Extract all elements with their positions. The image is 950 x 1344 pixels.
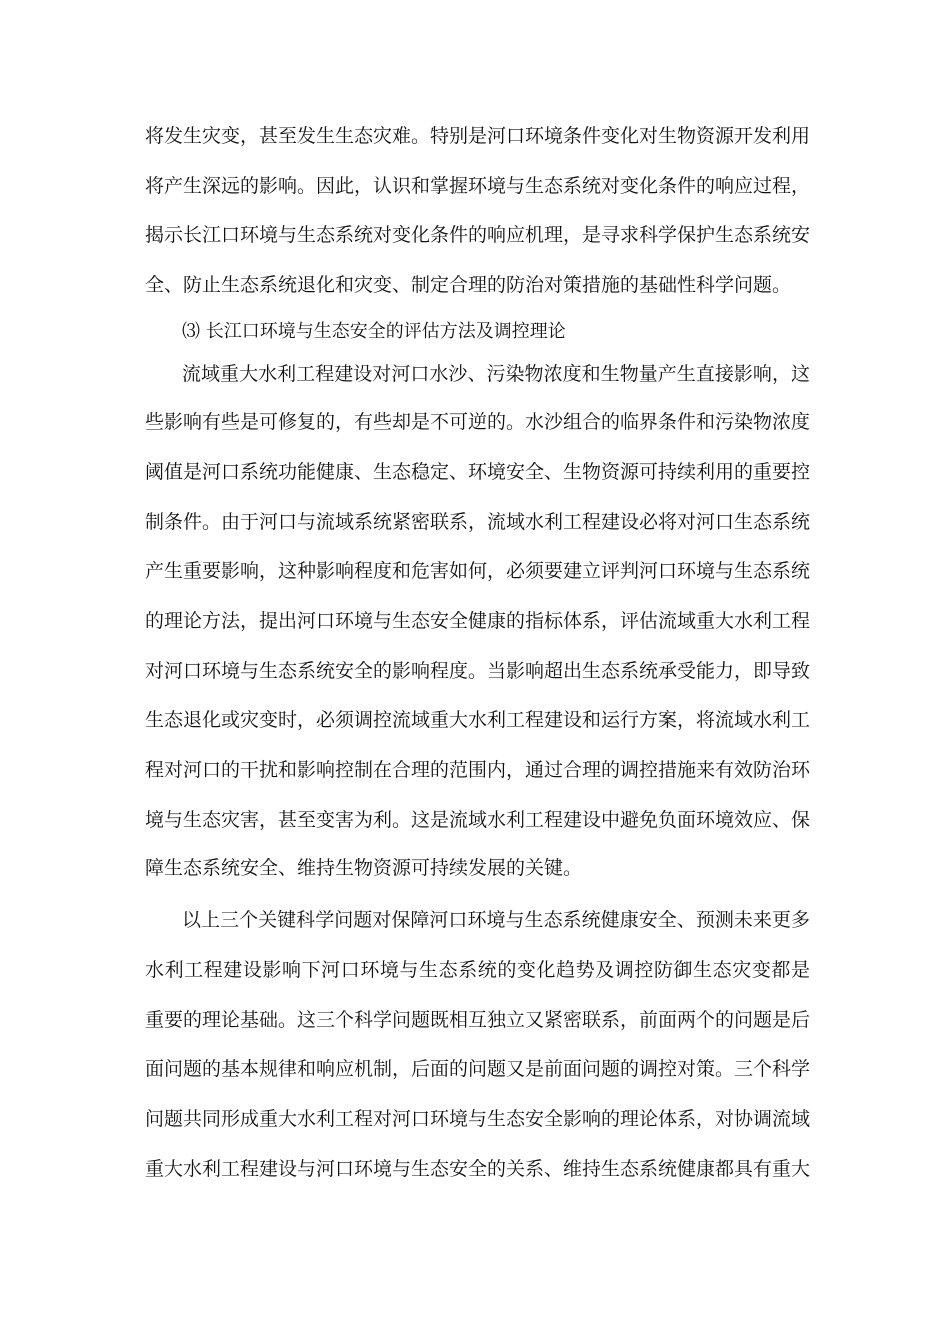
text-line: 将产生深远的影响。因此，认识和掌握环境与生态系统对变化条件的响应过程，: [145, 175, 810, 197]
text-line: 全、防止生态系统退化和灾变、制定合理的防治对策措施的基础性科学问题。: [145, 274, 792, 296]
text-line: 水利工程建设影响下河口环境与生态系统的变化趋势及调控防御生态灾变都是: [145, 959, 810, 981]
text-line: 生态退化或灾变时，必须调控流域重大水利工程建设和运行方案，将流域水利工: [145, 709, 810, 731]
text-line: 的理论方法，提出河口环境与生态安全健康的指标体系，评估流域重大水利工程: [145, 610, 810, 632]
text-line: 问题共同形成重大水利工程对河口环境与生态安全影响的理论体系，对协调流域: [145, 1108, 810, 1130]
text-line: 些影响有些是可修复的，有些却是不可逆的。水沙组合的临界条件和污染物浓度: [145, 411, 810, 433]
text-line: 境与生态灾害，甚至变害为利。这是流域水利工程建设中避免负面环境效应、保: [145, 809, 810, 831]
text-line: 对河口环境与生态系统安全的影响程度。当影响超出生态系统承受能力，即导致: [145, 660, 810, 682]
text-line: 重大水利工程建设与河口环境与生态安全的关系、维持生态系统健康都具有重大: [145, 1158, 810, 1180]
text-line: 将发生灾变，甚至发生生态灾难。特别是河口环境条件变化对生物资源开发利用: [145, 125, 810, 147]
text-line: 面问题的基本规律和响应机制，后面的问题又是前面问题的调控对策。三个科学: [145, 1058, 810, 1080]
text-line: 流域重大水利工程建设对河口水沙、污染物浓度和生物量产生直接影响，这: [182, 363, 810, 385]
section-heading: ⑶ 长江口环境与生态安全的评估方法及调控理论: [182, 321, 566, 342]
text-line: 程对河口的干扰和影响控制在合理的范围内，通过合理的调控措施来有效防治环: [145, 759, 810, 781]
text-line: 制条件。由于河口与流域系统紧密联系，流域水利工程建设必将对河口生态系统: [145, 511, 810, 533]
text-line: 揭示长江口环境与生态系统对变化条件的响应机理，是寻求科学保护生态系统安: [145, 224, 810, 246]
text-line: 障生态系统安全、维持生物资源可持续发展的关键。: [145, 857, 583, 879]
text-line: 以上三个关键科学问题对保障河口环境与生态系统健康安全、预测未来更多: [182, 909, 810, 931]
text-line: 重要的理论基础。这三个科学问题既相互独立又紧密联系，前面两个的问题是后: [145, 1009, 810, 1031]
text-line: 阈值是河口系统功能健康、生态稳定、环境安全、生物资源可持续利用的重要控: [145, 461, 810, 483]
text-line: 产生重要影响，这种影响程度和危害如何，必须要建立评判河口环境与生态系统: [145, 560, 810, 582]
